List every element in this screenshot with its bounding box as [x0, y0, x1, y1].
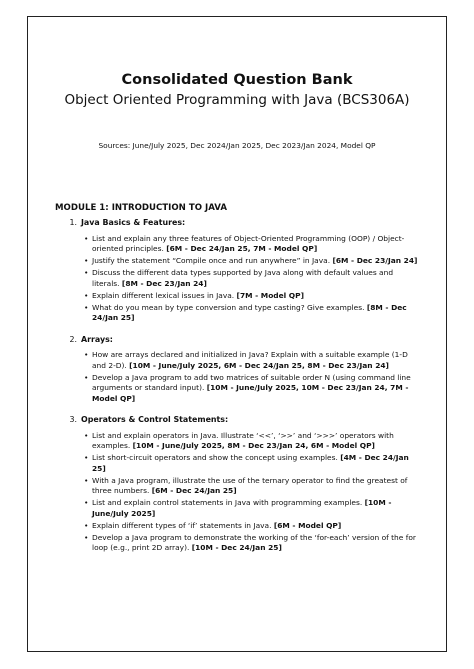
- section-number: 3.: [69, 415, 77, 424]
- section-title: Arrays:: [81, 334, 113, 344]
- question-marks: [8M - Dec 24/Jan 25]: [92, 302, 407, 322]
- question-text: List and explain operators in Java. Illustrate ‘<<’, ‘>>’ and ‘>>>’ operators with examples.: [92, 430, 394, 450]
- question-item: [56, 234, 422, 255]
- question-marks: [8M - Dec 23/Jan 24]: [121, 278, 207, 288]
- question-list: [56, 234, 422, 324]
- question-marks: [6M - Dec 23/Jan 24]: [332, 256, 418, 265]
- section-title: Java Basics & Features:: [81, 218, 186, 227]
- question-text: Explain different lexical issues in Java.: [92, 290, 235, 300]
- section-number: 1.: [69, 218, 77, 227]
- question-marks: [6M - Dec 24/Jan 25, 7M - Model QP]: [166, 244, 318, 253]
- question-text: List short-circuit operators and show the concept using examples.: [92, 453, 338, 462]
- question-text: Develop a Java program to demonstrate the working of the ‘for-each’ version of the for loop (e.g., print 2D array).: [92, 532, 416, 552]
- question-item: [56, 453, 422, 474]
- question-text: List and explain control statements in Java with programming examples.: [92, 498, 363, 507]
- question-item: [56, 373, 422, 405]
- section: [56, 335, 422, 405]
- question-marks: [6M - Model QP]: [273, 520, 342, 530]
- section: [56, 415, 422, 554]
- document-title: Consolidated Question Bank: [121, 72, 353, 88]
- question-text: Discuss the different data types supported by Java along with default values and literals.: [92, 268, 394, 288]
- question-marks: [7M - Model QP]: [236, 290, 304, 300]
- question-text: Develop a Java program to add two matrices of suitable order N (using command line arguments or standard input).: [92, 372, 411, 392]
- question-item: [56, 350, 422, 371]
- question-text: With a Java program, illustrate the use of the ternary operator to find the greatest of three numbers.: [92, 475, 408, 495]
- bullet-icon: •: [84, 532, 89, 542]
- question-item: [56, 533, 422, 554]
- bullet-icon: •: [84, 372, 89, 382]
- question-list: [56, 431, 422, 554]
- bullet-icon: •: [84, 256, 89, 265]
- question-item: [56, 256, 422, 267]
- bullet-icon: •: [84, 302, 89, 312]
- question-item: [56, 303, 422, 324]
- question-item: [56, 291, 422, 302]
- question-marks: [6M - Dec 24/Jan 25]: [151, 486, 237, 495]
- question-sections: [56, 218, 422, 565]
- section: [56, 218, 422, 324]
- question-marks: [10M - June/July 2025, 6M - Dec 24/Jan 25, 8M - Dec 23/Jan 24]: [129, 360, 389, 370]
- question-item: [56, 498, 422, 519]
- question-item: [56, 521, 422, 532]
- bullet-icon: •: [84, 268, 89, 277]
- question-marks: [10M - Dec 24/Jan 25]: [191, 543, 282, 552]
- section-heading: [56, 335, 422, 346]
- bullet-icon: •: [84, 520, 89, 530]
- bullet-icon: •: [84, 498, 89, 507]
- document-subtitle: Object Oriented Programming with Java (BCS306A): [64, 92, 410, 108]
- question-marks: [10M - June/July 2025, 10M - Dec 23/Jan 24, 7M - Model QP]: [92, 383, 409, 403]
- question-text: How are arrays declared and initialized in Java? Explain with a suitable example (1-D and 2-D).: [92, 350, 408, 370]
- module-heading: MODULE 1: INTRODUCTION TO JAVA: [55, 203, 228, 213]
- question-marks: [10M - June/July 2025, 8M - Dec 23/Jan 24, 6M - Model QP]: [132, 441, 375, 450]
- question-text: What do you mean by type conversion and type casting? Give examples.: [92, 302, 365, 312]
- section-heading: [56, 415, 422, 426]
- section-heading: [56, 218, 422, 229]
- question-marks: [10M - June/July 2025]: [92, 498, 392, 518]
- bullet-icon: •: [84, 430, 89, 440]
- bullet-icon: •: [84, 233, 89, 243]
- bullet-icon: •: [84, 290, 89, 300]
- section-number: 2.: [69, 334, 77, 344]
- question-item: [56, 476, 422, 497]
- bullet-icon: •: [84, 453, 89, 462]
- question-text: Explain different types of ‘if’ statements in Java.: [92, 520, 272, 530]
- bullet-icon: •: [84, 475, 89, 485]
- question-text: List and explain any three features of Object-Oriented Programming (OOP) / Object-oriented principles.: [92, 233, 405, 253]
- question-marks: [4M - Dec 24/Jan 25]: [92, 453, 409, 473]
- question-item: [56, 431, 422, 452]
- sources-line: Sources: June/July 2025, Dec 2024/Jan 2025, Dec 2023/Jan 2024, Model QP: [98, 141, 376, 150]
- question-text: Justify the statement “Compile once and run anywhere” in Java.: [92, 256, 331, 265]
- question-list: [56, 350, 422, 404]
- bullet-icon: •: [84, 350, 89, 359]
- question-item: [56, 268, 422, 289]
- section-title: Operators & Control Statements:: [81, 415, 229, 424]
